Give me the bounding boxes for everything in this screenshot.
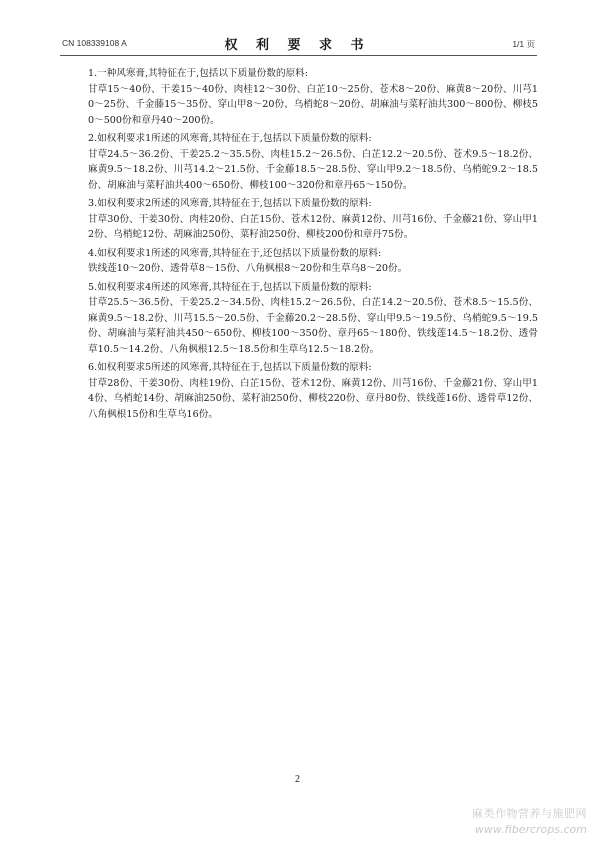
header-divider <box>60 55 537 56</box>
watermark <box>472 805 587 836</box>
claim-body: 甘草25.5～36.5份、干姜25.2～34.5份、肉桂15.2～26.5份、白芷14.2～20.5份、苍术8.5～15.5份、麻黄9.5～18.2份、川芎15.5～20.5份、千金藤20.2～28.5份、穿山甲9.5～19.5份、乌梢蛇9.5～19.5份、胡麻油与菜籽油共450～650份、柳枝100～350份、章丹65～180份、铁线莲14.5～18.2份、透骨草10.5～14.2份、八角枫根12.5～18.5份和生草乌12.5～18.2份。 <box>88 297 538 355</box>
claim-intro: 6.如权利要求5所述的风寒膏,其特征在于,包括以下质量份数的原料: <box>88 362 372 373</box>
claim-intro: 1.一种风寒膏,其特征在于,包括以下质量份数的原料: <box>88 68 308 79</box>
claim-4 <box>88 246 538 277</box>
claim-body: 铁线莲10～20份、透骨草8～15份、八角枫根8～20份和生草乌8～20份。 <box>88 263 408 274</box>
claim-1 <box>88 66 538 128</box>
claim-body: 甘草24.5～36.2份、干姜25.2～35.5份、肉桂15.2～26.5份、白芷12.2～20.5份、苍术9.5～18.2份、麻黄9.5～18.2份、川芎14.2～21.5份、千金藤18.5～28.5份、穿山甲9.2～18.5份、乌梢蛇9.2～18.5份、胡麻油与菜籽油共400～650份、柳枝100～320份和章丹65～150份。 <box>88 148 538 191</box>
watermark-site-name: 麻类作物营养与施肥网 <box>472 807 587 820</box>
claim-body: 甘草30份、干姜30份、肉桂20份、白芷15份、苍术12份、麻黄12份、川芎16份、千金藤21份、穿山甲12份、乌梢蛇12份、胡麻油250份、菜籽油250份、柳枝200份和章丹75份。 <box>88 213 538 240</box>
claims-section <box>88 66 538 425</box>
claim-body: 甘草15～40份、干姜15～40份、肉桂12～30份、白芷10～25份、苍术8～20份、麻黄8～20份、川芎10～25份、千金藤15～35份、穿山甲8～20份、乌梢蛇8～20份、胡麻油与菜籽油共300～800份、柳枝50～500份和章丹40～200份。 <box>88 83 538 126</box>
claim-intro: 2.如权利要求1所述的风寒膏,其特征在于,包括以下质量份数的原料: <box>88 133 372 144</box>
claim-5 <box>88 280 538 358</box>
claim-intro: 3.如权利要求2所述的风寒膏,其特征在于,包括以下质量份数的原料: <box>88 198 372 209</box>
page-header <box>0 34 595 54</box>
publication-number: CN 108339108 A <box>62 38 127 48</box>
claim-body: 甘草28份、干姜30份、肉桂19份、白芷15份、苍术12份、麻黄12份、川芎16份、千金藤21份、穿山甲14份、乌梢蛇14份、胡麻油250份、菜籽油250份、柳枝220份、章丹80份、铁线莲16份、透骨草12份、八角枫根15份和生草乌16份。 <box>88 377 538 420</box>
claim-intro: 5.如权利要求4所述的风寒膏,其特征在于,包括以下质量份数的原料: <box>88 281 372 293</box>
claim-2 <box>88 131 538 193</box>
claim-3 <box>88 196 538 243</box>
page-indicator: 1/1 页 <box>512 39 535 49</box>
claim-intro: 4.如权利要求1所述的风寒膏,其特征在于,还包括以下质量份数的原料: <box>88 247 382 259</box>
page-number: 2 <box>295 774 300 785</box>
watermark-url: www.fibercrops.com <box>474 823 587 836</box>
claim-6 <box>88 360 538 422</box>
document-title: 权 利 要 求 书 <box>224 38 371 53</box>
